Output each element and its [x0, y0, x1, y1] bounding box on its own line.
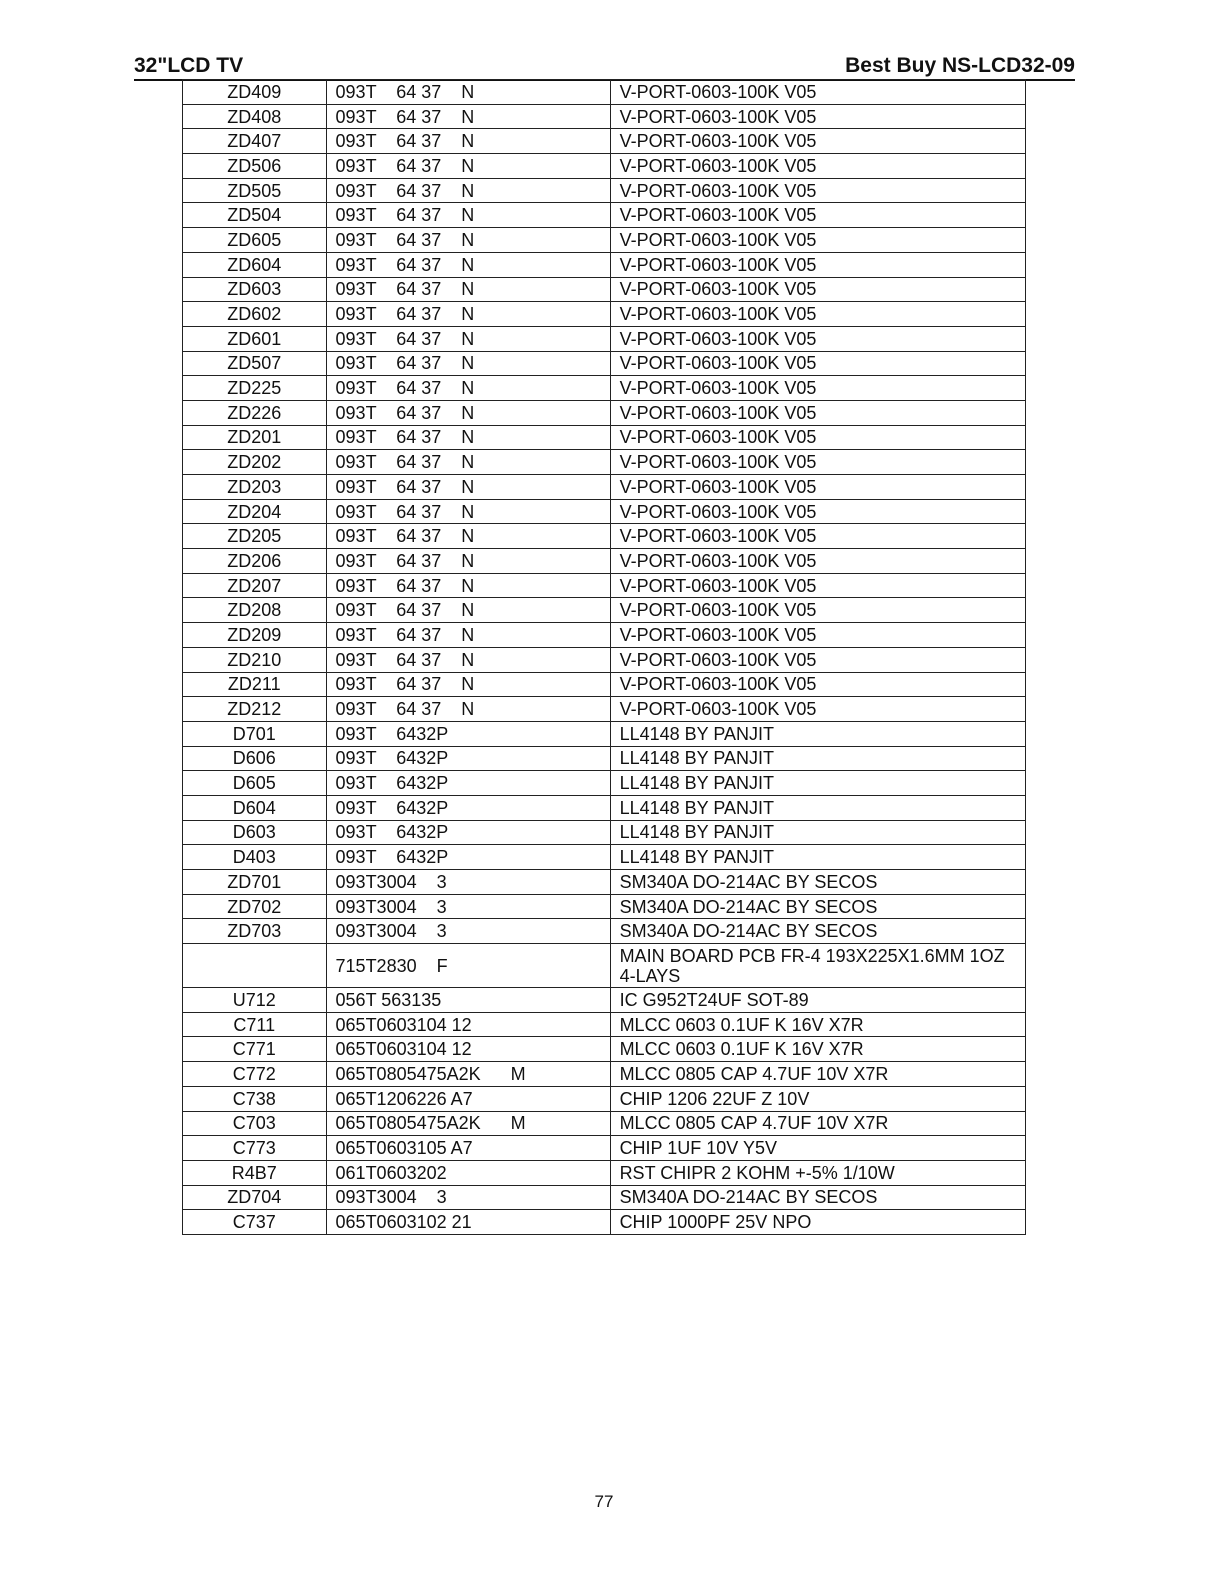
- part-number-cell: [326, 80, 610, 105]
- part-number-text: 093T 64 37 N: [335, 180, 475, 201]
- ref-designator-cell: ZD506: [183, 154, 327, 179]
- table-row: [183, 647, 1026, 672]
- ref-designator-cell: [183, 944, 327, 988]
- part-number-cell: [326, 450, 610, 475]
- ref-designator-cell: ZD704: [183, 1185, 327, 1210]
- part-number-text: 093T 64 37 N: [335, 699, 475, 720]
- table-row: [183, 988, 1026, 1013]
- ref-designator-cell: ZD203: [183, 475, 327, 500]
- table-row: [183, 154, 1026, 179]
- description-cell: V-PORT-0603-100K V05: [610, 252, 1025, 277]
- ref-designator-cell: ZD604: [183, 252, 327, 277]
- part-number-cell: [326, 672, 610, 697]
- ref-designator-cell: D604: [183, 795, 327, 820]
- description-cell: V-PORT-0603-100K V05: [610, 598, 1025, 623]
- table-row: [183, 746, 1026, 771]
- table-row: [183, 351, 1026, 376]
- part-number-text: 061T0603202: [335, 1162, 447, 1183]
- table-row: [183, 1062, 1026, 1087]
- part-number-text: 093T 64 37 N: [335, 229, 475, 250]
- part-number-cell: [326, 1210, 610, 1235]
- description-cell: V-PORT-0603-100K V05: [610, 178, 1025, 203]
- ref-designator-cell: ZD605: [183, 228, 327, 253]
- description-cell: V-PORT-0603-100K V05: [610, 351, 1025, 376]
- ref-designator-cell: ZD226: [183, 400, 327, 425]
- part-number-text: 093T 64 37 N: [335, 501, 475, 522]
- ref-designator-cell: ZD202: [183, 450, 327, 475]
- description-cell: V-PORT-0603-100K V05: [610, 549, 1025, 574]
- part-number-cell: [326, 623, 610, 648]
- ref-designator-cell: ZD703: [183, 919, 327, 944]
- table-row: [183, 1185, 1026, 1210]
- part-number-text: 093T 64 37 N: [335, 452, 475, 473]
- ref-designator-cell: ZD207: [183, 573, 327, 598]
- ref-designator-cell: ZD212: [183, 697, 327, 722]
- part-number-text: 093T 6432P: [335, 773, 449, 794]
- table-row: [183, 326, 1026, 351]
- ref-designator-cell: ZD702: [183, 894, 327, 919]
- part-number-cell: [326, 1185, 610, 1210]
- table-row: [183, 252, 1026, 277]
- part-number-text: 093T 64 37 N: [335, 476, 475, 497]
- description-cell: CHIP 1206 22UF Z 10V: [610, 1086, 1025, 1111]
- document-title: 32"LCD TV: [134, 54, 244, 77]
- table-row: [183, 400, 1026, 425]
- part-number-text: 093T 64 37 N: [335, 674, 475, 695]
- description-cell: MLCC 0805 CAP 4.7UF 10V X7R: [610, 1111, 1025, 1136]
- ref-designator-cell: C703: [183, 1111, 327, 1136]
- ref-designator-cell: ZD225: [183, 376, 327, 401]
- ref-designator-cell: ZD204: [183, 499, 327, 524]
- table-row: [183, 524, 1026, 549]
- part-number-text: 093T 6432P: [335, 723, 449, 744]
- ref-designator-cell: C711: [183, 1012, 327, 1037]
- part-number-cell: [326, 203, 610, 228]
- description-cell: LL4148 BY PANJIT: [610, 771, 1025, 796]
- part-number-cell: [326, 1160, 610, 1185]
- description-cell: V-PORT-0603-100K V05: [610, 573, 1025, 598]
- part-number-cell: [326, 894, 610, 919]
- description-cell: LL4148 BY PANJIT: [610, 845, 1025, 870]
- table-row: [183, 845, 1026, 870]
- part-number-text: 093T 64 37 N: [335, 279, 475, 300]
- description-cell: CHIP 1000PF 25V NPO: [610, 1210, 1025, 1235]
- part-number-cell: [326, 697, 610, 722]
- part-number-cell: [326, 795, 610, 820]
- table-row: [183, 697, 1026, 722]
- part-number-text: 065T0603104 12: [335, 1014, 472, 1035]
- part-number-cell: [326, 845, 610, 870]
- ref-designator-cell: ZD505: [183, 178, 327, 203]
- part-number-text: 065T0805475A2K M: [335, 1113, 526, 1134]
- ref-designator-cell: C738: [183, 1086, 327, 1111]
- ref-designator-cell: ZD408: [183, 104, 327, 129]
- description-cell: SM340A DO-214AC BY SECOS: [610, 870, 1025, 895]
- ref-designator-cell: D403: [183, 845, 327, 870]
- ref-designator-cell: D701: [183, 721, 327, 746]
- description-cell: V-PORT-0603-100K V05: [610, 277, 1025, 302]
- ref-designator-cell: ZD504: [183, 203, 327, 228]
- part-number-text: 093T 64 37 N: [335, 402, 475, 423]
- part-number-cell: [326, 228, 610, 253]
- ref-designator-cell: ZD205: [183, 524, 327, 549]
- part-number-text: 093T 64 37 N: [335, 131, 475, 152]
- part-number-cell: [326, 820, 610, 845]
- part-number-cell: [326, 1136, 610, 1161]
- part-number-cell: [326, 549, 610, 574]
- part-number-cell: [326, 178, 610, 203]
- ref-designator-cell: C737: [183, 1210, 327, 1235]
- description-cell: V-PORT-0603-100K V05: [610, 376, 1025, 401]
- part-number-cell: [326, 771, 610, 796]
- part-number-cell: [326, 400, 610, 425]
- description-cell: V-PORT-0603-100K V05: [610, 228, 1025, 253]
- table-row: [183, 203, 1026, 228]
- part-number-text: 093T 64 37 N: [335, 106, 475, 127]
- table-row: [183, 721, 1026, 746]
- table-row: [183, 870, 1026, 895]
- description-cell: V-PORT-0603-100K V05: [610, 524, 1025, 549]
- part-number-cell: [326, 104, 610, 129]
- ref-designator-cell: C771: [183, 1037, 327, 1062]
- ref-designator-cell: ZD701: [183, 870, 327, 895]
- part-number-text: 093T 64 37 N: [335, 526, 475, 547]
- table-row: [183, 795, 1026, 820]
- part-number-cell: [326, 746, 610, 771]
- part-number-text: 093T 64 37 N: [335, 254, 475, 275]
- table-row: [183, 598, 1026, 623]
- ref-designator-cell: ZD201: [183, 425, 327, 450]
- table-row: [183, 820, 1026, 845]
- part-number-text: 093T 64 37 N: [335, 304, 475, 325]
- ref-designator-cell: D606: [183, 746, 327, 771]
- description-cell: IC G952T24UF SOT-89: [610, 988, 1025, 1013]
- description-cell: V-PORT-0603-100K V05: [610, 697, 1025, 722]
- table-row: [183, 1210, 1026, 1235]
- description-cell: CHIP 1UF 10V Y5V: [610, 1136, 1025, 1161]
- description-cell: V-PORT-0603-100K V05: [610, 154, 1025, 179]
- part-number-cell: [326, 524, 610, 549]
- table-row: [183, 919, 1026, 944]
- description-cell: V-PORT-0603-100K V05: [610, 129, 1025, 154]
- description-cell: SM340A DO-214AC BY SECOS: [610, 894, 1025, 919]
- part-number-cell: [326, 154, 610, 179]
- table-row: [183, 1111, 1026, 1136]
- description-cell: RST CHIPR 2 KOHM +-5% 1/10W: [610, 1160, 1025, 1185]
- part-number-text: 093T 64 37 N: [335, 328, 475, 349]
- table-row: [183, 894, 1026, 919]
- description-cell: LL4148 BY PANJIT: [610, 820, 1025, 845]
- part-number-text: 093T 64 37 N: [335, 155, 475, 176]
- part-number-text: 093T3004 3: [335, 871, 447, 892]
- part-number-text: 093T 64 37 N: [335, 575, 475, 596]
- part-number-text: 093T 6432P: [335, 822, 449, 843]
- ref-designator-cell: ZD601: [183, 326, 327, 351]
- ref-designator-cell: ZD507: [183, 351, 327, 376]
- ref-designator-cell: ZD407: [183, 129, 327, 154]
- part-number-text: 093T 64 37 N: [335, 427, 475, 448]
- part-number-text: 065T0603104 12: [335, 1039, 472, 1060]
- table-row: [183, 376, 1026, 401]
- ref-designator-cell: ZD208: [183, 598, 327, 623]
- description-cell: MLCC 0603 0.1UF K 16V X7R: [610, 1037, 1025, 1062]
- part-number-text: 093T3004 3: [335, 921, 447, 942]
- description-cell: V-PORT-0603-100K V05: [610, 326, 1025, 351]
- part-number-cell: [326, 129, 610, 154]
- part-number-text: 093T 64 37 N: [335, 205, 475, 226]
- table-row: [183, 1086, 1026, 1111]
- ref-designator-cell: ZD210: [183, 647, 327, 672]
- part-number-cell: [326, 1037, 610, 1062]
- part-number-cell: [326, 870, 610, 895]
- description-cell: SM340A DO-214AC BY SECOS: [610, 919, 1025, 944]
- table-row: [183, 573, 1026, 598]
- description-cell: MAIN BOARD PCB FR-4 193X225X1.6MM 1OZ 4-LAYS: [610, 944, 1025, 988]
- part-number-cell: [326, 277, 610, 302]
- part-number-text: 093T 64 37 N: [335, 81, 475, 102]
- part-number-cell: [326, 499, 610, 524]
- table-row: [183, 228, 1026, 253]
- part-number-cell: [326, 475, 610, 500]
- table-row: [183, 944, 1026, 988]
- part-number-cell: [326, 919, 610, 944]
- ref-designator-cell: ZD209: [183, 623, 327, 648]
- parts-table: [182, 79, 1026, 1235]
- part-number-text: 093T 6432P: [335, 748, 449, 769]
- table-row: [183, 1012, 1026, 1037]
- page-header: [134, 53, 1075, 81]
- description-cell: V-PORT-0603-100K V05: [610, 302, 1025, 327]
- part-number-cell: [326, 252, 610, 277]
- description-cell: V-PORT-0603-100K V05: [610, 672, 1025, 697]
- table-row: [183, 1037, 1026, 1062]
- table-row: [183, 771, 1026, 796]
- model-title: Best Buy NS-LCD32-09: [845, 54, 1075, 77]
- part-number-cell: [326, 1012, 610, 1037]
- page-number: 77: [594, 1492, 614, 1511]
- part-number-cell: [326, 944, 610, 988]
- part-number-text: 093T 64 37 N: [335, 649, 475, 670]
- ref-designator-cell: ZD211: [183, 672, 327, 697]
- table-row: [183, 129, 1026, 154]
- part-number-text: 056T 563135: [335, 989, 442, 1010]
- part-number-text: 093T 64 37 N: [335, 550, 475, 571]
- description-cell: V-PORT-0603-100K V05: [610, 400, 1025, 425]
- part-number-text: 715T2830 F: [335, 955, 448, 976]
- description-cell: SM340A DO-214AC BY SECOS: [610, 1185, 1025, 1210]
- description-cell: MLCC 0805 CAP 4.7UF 10V X7R: [610, 1062, 1025, 1087]
- part-number-cell: [326, 1111, 610, 1136]
- part-number-text: 093T 64 37 N: [335, 624, 475, 645]
- description-cell: LL4148 BY PANJIT: [610, 721, 1025, 746]
- part-number-cell: [326, 351, 610, 376]
- ref-designator-cell: D603: [183, 820, 327, 845]
- part-number-text: 093T3004 3: [335, 896, 447, 917]
- description-cell: V-PORT-0603-100K V05: [610, 203, 1025, 228]
- ref-designator-cell: ZD206: [183, 549, 327, 574]
- table-row: [183, 549, 1026, 574]
- part-number-text: 093T3004 3: [335, 1187, 447, 1208]
- part-number-cell: [326, 326, 610, 351]
- part-number-text: 093T 64 37 N: [335, 353, 475, 374]
- table-row: [183, 277, 1026, 302]
- table-row: [183, 475, 1026, 500]
- part-number-cell: [326, 721, 610, 746]
- description-cell: V-PORT-0603-100K V05: [610, 450, 1025, 475]
- table-row: [183, 1160, 1026, 1185]
- part-number-text: 093T 6432P: [335, 847, 449, 868]
- part-number-cell: [326, 1086, 610, 1111]
- ref-designator-cell: D605: [183, 771, 327, 796]
- part-number-cell: [326, 647, 610, 672]
- ref-designator-cell: C772: [183, 1062, 327, 1087]
- part-number-text: 093T 64 37 N: [335, 378, 475, 399]
- part-number-cell: [326, 598, 610, 623]
- part-number-cell: [326, 425, 610, 450]
- description-cell: V-PORT-0603-100K V05: [610, 80, 1025, 105]
- table-row: [183, 425, 1026, 450]
- part-number-cell: [326, 302, 610, 327]
- table-row: [183, 672, 1026, 697]
- ref-designator-cell: ZD409: [183, 80, 327, 105]
- part-number-text: 093T 64 37 N: [335, 600, 475, 621]
- part-number-text: 065T0805475A2K M: [335, 1063, 526, 1084]
- part-number-cell: [326, 376, 610, 401]
- ref-designator-cell: C773: [183, 1136, 327, 1161]
- table-row: [183, 80, 1026, 105]
- table-row: [183, 623, 1026, 648]
- description-cell: V-PORT-0603-100K V05: [610, 499, 1025, 524]
- part-number-cell: [326, 1062, 610, 1087]
- ref-designator-cell: R4B7: [183, 1160, 327, 1185]
- part-number-cell: [326, 573, 610, 598]
- part-number-text: 093T 6432P: [335, 797, 449, 818]
- description-cell: V-PORT-0603-100K V05: [610, 104, 1025, 129]
- description-cell: V-PORT-0603-100K V05: [610, 623, 1025, 648]
- description-cell: MLCC 0603 0.1UF K 16V X7R: [610, 1012, 1025, 1037]
- ref-designator-cell: ZD602: [183, 302, 327, 327]
- part-number-cell: [326, 988, 610, 1013]
- part-number-text: 065T1206226 A7: [335, 1088, 473, 1109]
- description-cell: V-PORT-0603-100K V05: [610, 647, 1025, 672]
- description-cell: V-PORT-0603-100K V05: [610, 475, 1025, 500]
- description-cell: V-PORT-0603-100K V05: [610, 425, 1025, 450]
- ref-designator-cell: ZD603: [183, 277, 327, 302]
- table-row: [183, 104, 1026, 129]
- part-number-text: 065T0603102 21: [335, 1212, 472, 1233]
- part-number-text: 065T0603105 A7: [335, 1138, 473, 1159]
- table-row: [183, 302, 1026, 327]
- parts-table-body: [183, 80, 1026, 1235]
- ref-designator-cell: U712: [183, 988, 327, 1013]
- table-row: [183, 450, 1026, 475]
- table-row: [183, 1136, 1026, 1161]
- description-cell: LL4148 BY PANJIT: [610, 746, 1025, 771]
- description-cell: LL4148 BY PANJIT: [610, 795, 1025, 820]
- table-row: [183, 499, 1026, 524]
- table-row: [183, 178, 1026, 203]
